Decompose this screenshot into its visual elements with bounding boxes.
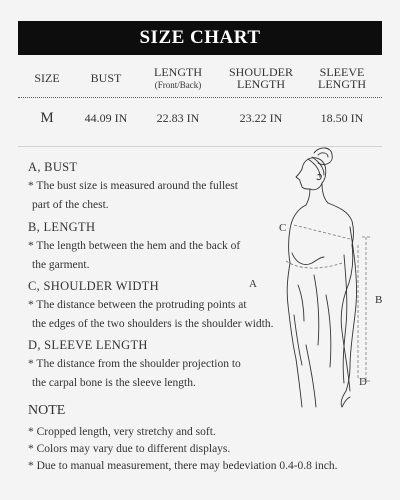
section-length-title: B, LENGTH — [28, 220, 96, 234]
section-shoulder-line-2: the edges of the two shoulders is the shoulder width. — [32, 318, 274, 330]
section-bust-line-1: * The bust size is measured around the fullest — [28, 180, 238, 192]
section-bust-title: A, BUST — [28, 160, 78, 174]
note-line-3: * Due to manual measurement, there may bedeviation 0.4-0.8 inch. — [28, 460, 338, 472]
header-sleeve-main: SLEEVE — [319, 65, 365, 79]
section-sleeve-title: D, SLEEVE LENGTH — [28, 338, 148, 352]
header-length — [136, 66, 220, 91]
note-title: NOTE — [28, 403, 66, 418]
figure-label-d: D — [359, 376, 367, 388]
header-sleeve-length — [302, 66, 382, 90]
section-length-line-2: the garment. — [32, 259, 90, 271]
section-shoulder-title: C, SHOULDER WIDTH — [28, 279, 159, 293]
table-header-row — [18, 62, 382, 94]
header-length-main: LENGTH — [154, 64, 202, 79]
cell-shoulder: 23.22 IN — [239, 110, 283, 125]
header-bust: BUST — [90, 71, 122, 85]
size-chart-title: SIZE CHART — [18, 21, 382, 55]
figure-label-c: C — [279, 222, 287, 234]
section-length-line-1: * The length between the hem and the back of — [28, 240, 241, 252]
header-shoulder-main2: LENGTH — [237, 77, 285, 91]
section-sleeve-line-1: * The distance from the shoulder projection to — [28, 358, 241, 370]
figure-label-a: A — [249, 278, 257, 290]
header-size: SIZE — [34, 71, 60, 85]
cell-length: 22.83 IN — [156, 110, 200, 125]
shoulder-guide-line — [294, 225, 350, 239]
header-length-sub: (Front/Back) — [154, 79, 202, 90]
header-shoulder-length — [220, 66, 302, 90]
cell-sleeve: 18.50 IN — [320, 110, 364, 125]
size-table — [18, 62, 382, 136]
header-sleeve-main2: LENGTH — [318, 77, 366, 91]
header-divider — [18, 97, 382, 98]
section-bust-line-2: part of the chest. — [32, 199, 109, 211]
cell-size: M — [40, 109, 54, 126]
section-shoulder-line-1: * The distance between the protruding points at — [28, 299, 247, 311]
model-illustration — [249, 145, 396, 420]
figure-label-b: B — [375, 294, 383, 306]
header-shoulder-main: SHOULDER — [228, 65, 293, 79]
note-line-1: * Cropped length, very stretchy and soft. — [28, 426, 216, 438]
note-line-2: * Colors may vary due to different displays. — [28, 443, 231, 455]
section-sleeve-line-2: the carpal bone is the sleeve length. — [32, 377, 196, 389]
cell-bust: 44.09 IN — [84, 110, 128, 125]
table-row — [18, 100, 382, 136]
